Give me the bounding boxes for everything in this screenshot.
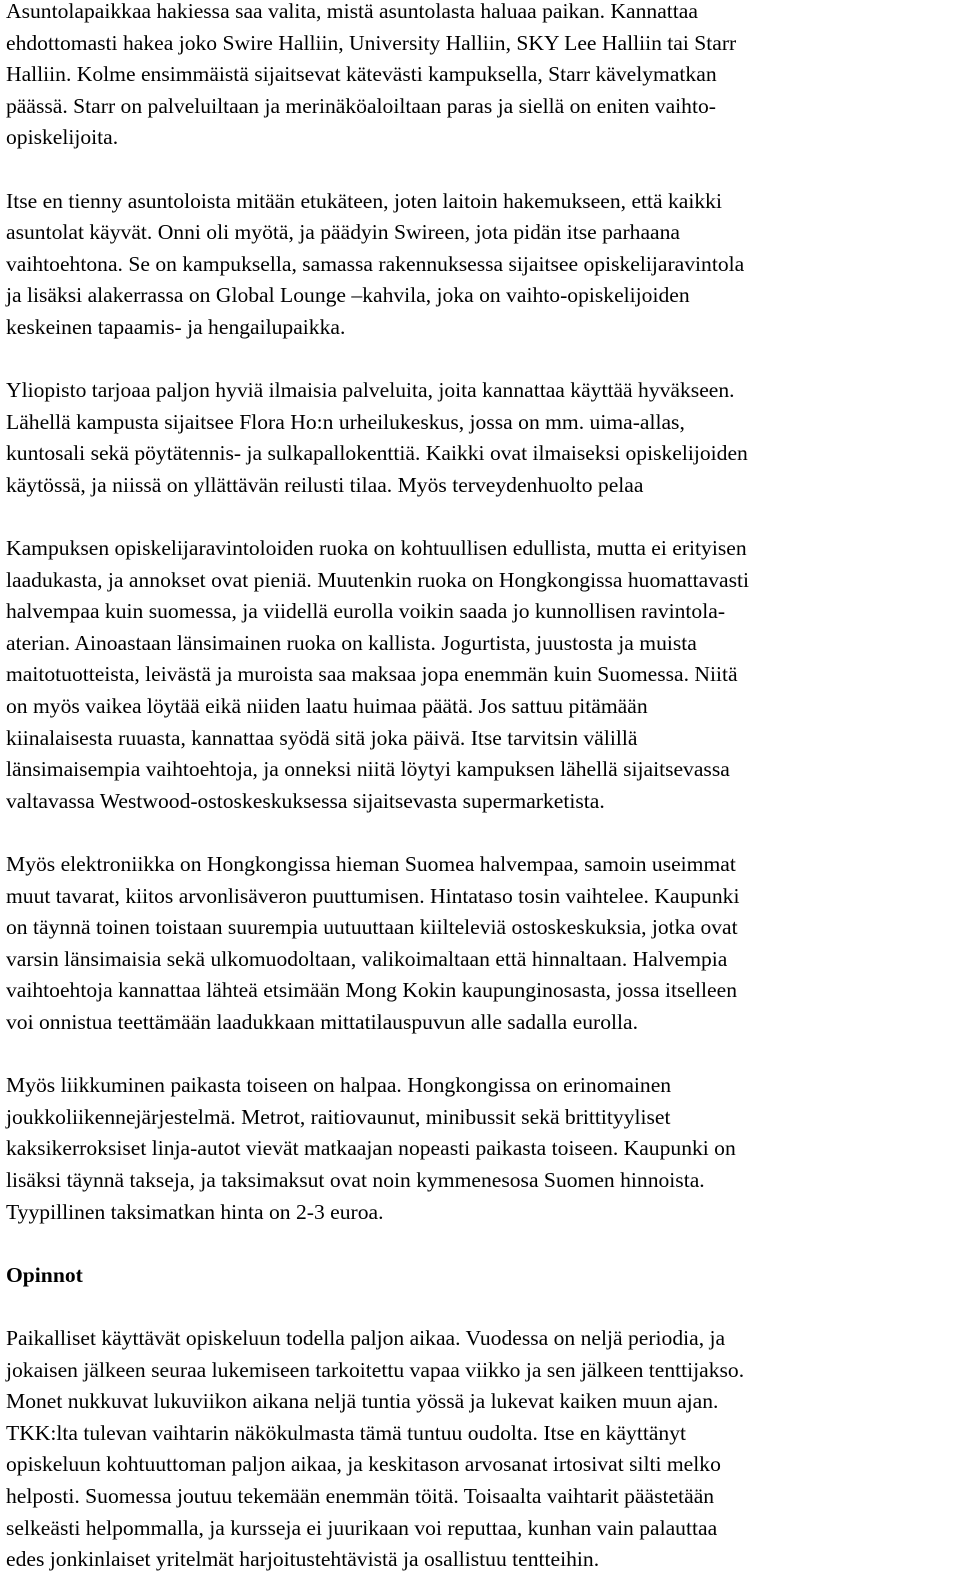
paragraph-liikkuminen	[6, 1070, 950, 1228]
text-line: länsimaisempia vaihtoehtoja, ja onneksi niitä löytyi kampuksen lähellä sijaitsevassa	[6, 757, 730, 782]
text-line: muut tavarat, kiitos arvonlisäveron puuttumisen. Hintataso tosin vaihtelee. Kaupunki	[6, 883, 740, 908]
text-line: voi onnistua teettämään laadukkaan mittatilauspuvun alle sadalla eurolla.	[6, 1010, 639, 1034]
text-line: Asuntolapaikkaa hakiessa saa valita, mistä asuntolasta haluaa paikan. Kannattaa	[6, 0, 698, 23]
text-line: halvempaa kuin suomessa, ja viidellä eurolla voikin saada jo kunnollisen ravintola-	[6, 599, 726, 624]
text-line: käytössä, ja niissä on yllättävän reilusti tilaa. Myös terveydenhuolto pelaa	[6, 472, 644, 497]
text-line: kiinalaisesta ruuasta, kannattaa syödä sitä joka päivä. Itse tarvitsin välillä	[6, 725, 638, 750]
text-line: laadukasta, ja annokset ovat pieniä. Muutenkin ruoka on Hongkongissa huomattavasti	[6, 567, 750, 592]
text-line: TKK:lta tulevan vaihtarin näkökulmasta tämä tuntuu oudolta. Itse en käyttänyt	[6, 1420, 687, 1445]
text-line: maitotuotteista, leivästä ja muroista saa maksaa jopa enemmän kuin Suomessa. Niitä	[6, 662, 738, 687]
text-line: varsin länsimaisia sekä ulkomuodoltaan, valikoimaltaan että hinnaltaan. Halvempia	[6, 946, 728, 971]
paragraph-ruoka	[6, 533, 950, 817]
text-line: Tyypillinen taksimatkan hinta on 2-3 euroa.	[6, 1199, 384, 1224]
text-line: Itse en tienny asuntoloista mitään etukäteen, joten laitoin hakemukseen, että kaikki	[6, 188, 722, 213]
paragraph-elektroniikka	[6, 849, 950, 1039]
text-line: on täynnä toinen toistaan suurempia uutuuttaan kiilteleviä ostoskeskuksia, jotka ovat	[6, 915, 738, 940]
text-line: vaihtoehtona. Se on kampuksella, samassa rakennuksessa sijaitsee opiskelijaravintola	[6, 251, 745, 276]
text-line: lisäksi täynnä takseja, ja taksimaksut ovat noin kymmenesosa Suomen hinnoista.	[6, 1167, 705, 1192]
text-line: selkeästi helpommalla, ja kursseja ei juurikaan voi reputtaa, kunhan vain palauttaa	[6, 1515, 718, 1540]
text-line: edes jonkinlaiset yritelmät harjoitustehtävistä ja osallistuu tentteihin.	[6, 1547, 600, 1572]
text-line: Myös elektroniikka on Hongkongissa hieman Suomea halvempaa, samoin useimmat	[6, 852, 736, 877]
text-line: keskeinen tapaamis- ja hengailupaikka.	[6, 314, 346, 339]
text-line: Lähellä kampusta sijaitsee Flora Ho:n urheilukeskus, jossa on mm. uima-allas,	[6, 409, 685, 434]
paragraph-swire	[6, 186, 950, 344]
text-line: ehdottomasti hakea joko Swire Halliin, University Halliin, SKY Lee Halliin tai Starr	[6, 30, 737, 55]
paragraph-palvelut	[6, 375, 950, 501]
text-line: aterian. Ainoastaan länsimainen ruoka on kallista. Jogurtista, juustosta ja muista	[6, 630, 697, 655]
text-line: asuntolat käyvät. Onni oli myötä, ja päädyin Swireen, jota pidän itse parhaana	[6, 220, 681, 245]
paragraph-asuntolat-haku	[6, 0, 950, 154]
text-line: valtavassa Westwood-ostoskeskuksessa sijaitsevasta supermarketista.	[6, 788, 605, 813]
text-line: päässä. Starr on palveluiltaan ja merinäköaloiltaan paras ja siellä on eniten vaihto-	[6, 93, 716, 118]
text-line: joukkoliikennejärjestelmä. Metrot, raitiovaunut, minibussit sekä brittityyliset	[6, 1104, 671, 1129]
text-line: Paikalliset käyttävät opiskeluun todella paljon aikaa. Vuodessa on neljä periodia, ja	[6, 1325, 726, 1350]
text-line: opiskelijoita.	[6, 125, 119, 150]
text-line: Halliin. Kolme ensimmäistä sijaitsevat kätevästi kampuksella, Starr kävelymatkan	[6, 62, 717, 87]
text-line: kaksikerroksiset linja-autot vievät matkaajan nopeasti paikasta toiseen. Kaupunki on	[6, 1136, 736, 1161]
text-line: kuntosali sekä pöytätennis- ja sulkapallokenttiä. Kaikki ovat ilmaiseksi opiskelijoiden	[6, 441, 748, 466]
text-line: opiskeluun kohtuuttoman paljon aikaa, ja keskitason arvosanat irtosivat silti melko	[6, 1452, 721, 1477]
section-heading-opinnot: Opinnot	[6, 1262, 83, 1287]
text-line: Monet nukkuvat lukuviikon aikana neljä tuntia yössä ja lukevat kaiken muun ajan.	[6, 1389, 719, 1414]
text-line: Kampuksen opiskelijaravintoloiden ruoka on kohtuullisen edullista, mutta ei erityisen	[6, 536, 747, 561]
text-line: on myös vaikea löytää eikä niiden laatu huimaa päätä. Jos sattuu pitämään	[6, 694, 648, 719]
text-line: Yliopisto tarjoaa paljon hyviä ilmaisia palveluita, joita kannattaa käyttää hyväkseen.	[6, 378, 735, 403]
document-page	[6, 0, 950, 1576]
paragraph-opinnot	[6, 1323, 950, 1576]
text-line: Myös liikkuminen paikasta toiseen on halpaa. Hongkongissa on erinomainen	[6, 1073, 672, 1098]
text-line: helposti. Suomessa joutuu tekemään enemmän töitä. Toisaalta vaihtarit päästetään	[6, 1483, 715, 1508]
text-line: vaihtoehtoja kannattaa lähteä etsimään Mong Kokin kaupunginosasta, jossa itselleen	[6, 978, 737, 1003]
text-line: jokaisen jälkeen seuraa lukemiseen tarkoitettu vapaa viikko ja sen jälkeen tenttijakso.	[6, 1357, 745, 1382]
text-line: ja lisäksi alakerrassa on Global Lounge –kahvila, joka on vaihto-opiskelijoiden	[6, 283, 690, 308]
